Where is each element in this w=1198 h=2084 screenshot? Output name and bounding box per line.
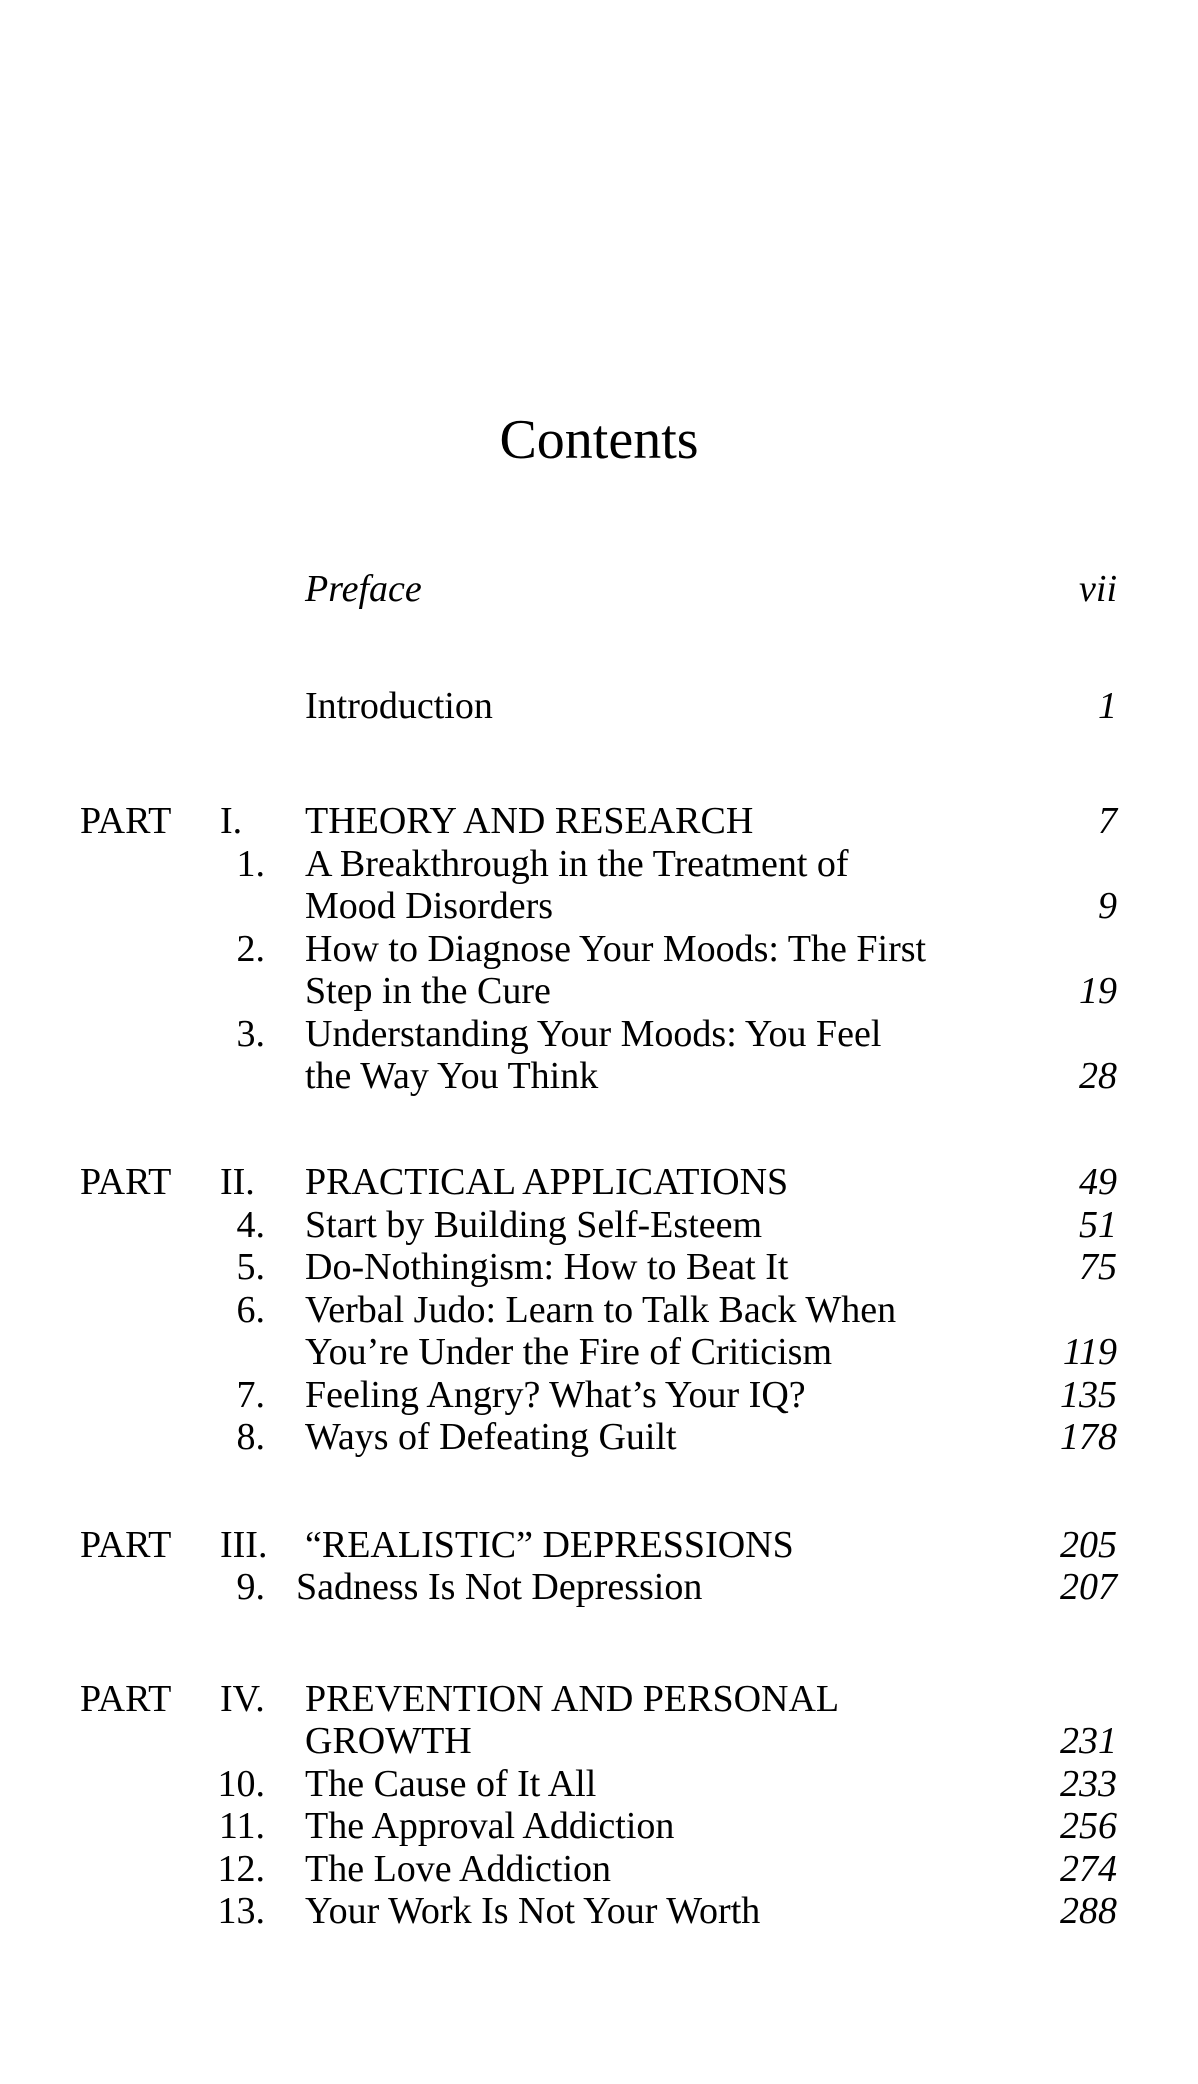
chapter-page: 178 [1060, 1416, 1117, 1458]
part-page: 205 [1060, 1524, 1117, 1566]
part-page: 49 [1079, 1161, 1117, 1203]
page-title: Contents [499, 409, 699, 471]
part-title: “REALISTIC” DEPRESSIONS [305, 1524, 794, 1566]
chapter-title: Sadness Is Not Depression [296, 1566, 703, 1608]
chapter-number: 7. [236, 1374, 265, 1416]
chapter-title: The Approval Addiction [305, 1805, 675, 1847]
part-title: PRACTICAL APPLICATIONS [305, 1161, 789, 1203]
chapter-entry [0, 1566, 1198, 1608]
chapter-title: How to Diagnose Your Moods: The First [305, 928, 927, 970]
chapter-entry [0, 928, 1198, 970]
toc-entry-introduction [0, 685, 1198, 727]
chapter-title: Ways of Defeating Guilt [305, 1416, 677, 1458]
chapter-entry [0, 1416, 1198, 1458]
chapter-number: 5. [236, 1246, 265, 1288]
chapter-page: 75 [1079, 1246, 1117, 1288]
chapter-page: 51 [1079, 1204, 1117, 1246]
chapter-title: the Way You Think [305, 1055, 599, 1097]
chapter-page: 256 [1060, 1805, 1117, 1847]
entry-page: 1 [1098, 685, 1117, 727]
chapter-page: 9 [1098, 885, 1117, 927]
chapter-title: Mood Disorders [305, 885, 554, 927]
chapter-title: Verbal Judo: Learn to Talk Back When [305, 1289, 897, 1331]
chapter-number: 1. [236, 843, 265, 885]
chapter-number: 12. [217, 1848, 265, 1890]
chapter-entry [0, 1204, 1198, 1246]
chapter-number: 9. [236, 1566, 265, 1608]
chapter-entry-continued [0, 1331, 1198, 1373]
part-heading [0, 800, 1198, 842]
chapter-title: The Cause of It All [305, 1763, 597, 1805]
chapter-page: 135 [1060, 1374, 1117, 1416]
chapter-title: You’re Under the Fire of Criticism [305, 1331, 833, 1373]
chapter-entry-continued [0, 1055, 1198, 1097]
part-heading [0, 1161, 1198, 1203]
chapter-title: Step in the Cure [305, 970, 551, 1012]
part-title: PREVENTION AND PERSONAL [305, 1678, 840, 1720]
chapter-number: 13. [217, 1890, 265, 1932]
part-numeral: II. [220, 1161, 255, 1203]
chapter-number: 10. [217, 1763, 265, 1805]
chapter-entry [0, 1374, 1198, 1416]
part-heading [0, 1524, 1198, 1566]
chapter-number: 11. [218, 1805, 265, 1847]
chapter-number: 4. [236, 1204, 265, 1246]
chapter-page: 207 [1060, 1566, 1117, 1608]
chapter-entry [0, 1763, 1198, 1805]
chapter-page: 28 [1079, 1055, 1117, 1097]
chapter-entry [0, 1246, 1198, 1288]
entry-page: vii [1079, 568, 1117, 610]
chapter-page: 19 [1079, 970, 1117, 1012]
chapter-title: Understanding Your Moods: You Feel [305, 1013, 882, 1055]
chapter-title: Start by Building Self-Esteem [305, 1204, 763, 1246]
chapter-title: The Love Addiction [305, 1848, 612, 1890]
chapter-page: 274 [1060, 1848, 1117, 1890]
chapter-page: 233 [1060, 1763, 1117, 1805]
part-title: THEORY AND RESEARCH [305, 800, 754, 842]
chapter-title: Your Work Is Not Your Worth [305, 1890, 761, 1932]
part-page: 7 [1098, 800, 1117, 842]
chapter-entry [0, 1890, 1198, 1932]
part-numeral: III. [220, 1524, 268, 1566]
chapter-page: 119 [1062, 1331, 1117, 1373]
part-numeral: IV. [220, 1678, 265, 1720]
chapter-number: 6. [236, 1289, 265, 1331]
part-label: PART [80, 800, 172, 842]
chapter-page: 288 [1060, 1890, 1117, 1932]
entry-text: Preface [305, 568, 422, 610]
part-title: GROWTH [305, 1720, 472, 1762]
chapter-entry [0, 1848, 1198, 1890]
part-heading-continued [0, 1720, 1198, 1762]
chapter-entry-continued [0, 885, 1198, 927]
chapter-title: A Breakthrough in the Treatment of [305, 843, 849, 885]
chapter-number: 3. [236, 1013, 265, 1055]
chapter-entry [0, 1013, 1198, 1055]
chapter-title: Feeling Angry? What’s Your IQ? [305, 1374, 806, 1416]
part-label: PART [80, 1524, 172, 1566]
part-heading [0, 1678, 1198, 1720]
chapter-entry-continued [0, 970, 1198, 1012]
chapter-entry [0, 843, 1198, 885]
chapter-entry [0, 1289, 1198, 1331]
part-label: PART [80, 1161, 172, 1203]
chapter-title: Do-Nothingism: How to Beat It [305, 1246, 789, 1288]
entry-text: Introduction [305, 685, 493, 727]
toc-entry-preface [0, 568, 1198, 610]
chapter-number: 8. [236, 1416, 265, 1458]
part-label: PART [80, 1678, 172, 1720]
part-numeral: I. [220, 800, 243, 842]
chapter-number: 2. [236, 928, 265, 970]
part-page: 231 [1060, 1720, 1117, 1762]
chapter-entry [0, 1805, 1198, 1847]
